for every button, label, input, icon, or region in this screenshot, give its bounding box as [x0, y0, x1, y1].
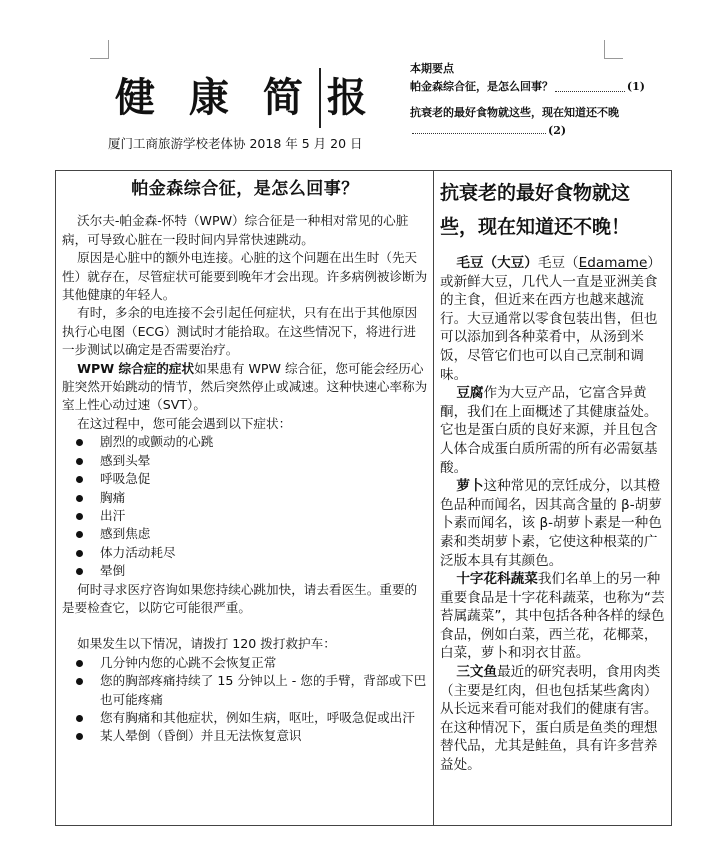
paragraph: 何时寻求医疗咨询如果您持续心跳加快，请去看医生。重要的是要检查它，以防它可能很严重。: [62, 581, 418, 615]
masthead-divider: [319, 68, 321, 128]
list-item: 几分钟内您的心跳不会恢复正常: [62, 654, 428, 672]
list-item: 您的胸部疼痛持续了 15 分钟以上 - 您的手臂，背部或下巴也可能疼痛: [62, 672, 428, 709]
bullet-icon: [76, 660, 83, 667]
emergency-list: [62, 654, 428, 746]
bullet-icon: [76, 550, 83, 557]
masthead-title: 健 康 简: [115, 74, 313, 121]
food-name: 毛豆（大豆）: [456, 255, 538, 271]
food-name: 萝卜: [456, 478, 484, 495]
subheading: WPW 综合症的症状: [77, 360, 195, 376]
bullet-icon: [76, 678, 83, 685]
paragraph-text: 如果患有 WPW 综合征，您可能会经历心脏突然开始跳动的情节，然后突然停止或减速。这种快速心率称为室上性心动过速（SVT）。: [62, 360, 428, 413]
paragraph: 毛豆（大豆）毛豆（Edamame）或新鲜大豆，几代人一直是亚洲美食的主食，但近来在西方也越来越流行。大豆通常以零食包装出售，但也可以添加到各种菜肴中，从汤到米饭，尽管它们也可以自己烹制和调味。: [440, 255, 661, 383]
bullet-icon: [76, 733, 83, 740]
paragraph: 萝卜这种常见的烹饪成分，以其橙色品种而闻名，因其高含量的 β-胡萝卜素而闻名，该 β-胡萝卜素是一种色素和类胡萝卜素，它使这种根菜的广泛版本具有其颜色。: [440, 478, 662, 569]
paragraph: 在这过程中，您可能会遇到以下症状：: [77, 415, 292, 431]
list-item: 感到头晕: [62, 452, 428, 470]
food-name: 豆腐: [456, 385, 484, 402]
bullet-icon: [76, 513, 83, 520]
toc-item-page: (1): [626, 80, 645, 93]
toc-item-text: 抗衰老的最好食物就这些，现在知道还不晚: [410, 106, 619, 119]
list-item: 您有胸痛和其他症状，例如生病，呕吐，呼吸急促或出汗: [62, 709, 428, 727]
issue-line: 厦门工商旅游学校老体协 2018 年 5 月 20 日: [108, 136, 363, 151]
list-item: 感到焦虑: [62, 525, 428, 543]
paragraph: 三文鱼最近的研究表明，食用肉类（主要是红肉，但也包括某些禽肉）从长远来看可能对我们的健康有害。在这种情况下，蛋白质是鱼类的理想替代品，尤其是鲑鱼，具有许多营养益处。: [440, 664, 661, 774]
column-divider: [433, 170, 434, 826]
masthead-title-end: 报: [326, 74, 367, 121]
list-item: 体力活动耗尽: [62, 544, 428, 562]
paragraph: 豆腐作为大豆产品，它富含异黄酮，我们在上面概述了其健康益处。它也是蛋白质的良好来源，并且包含人体合成蛋白质所需的所有必需氨基酸。: [440, 385, 658, 476]
bullet-icon: [76, 495, 83, 502]
bullet-icon: [76, 439, 83, 446]
paragraph: 有时，多余的电连接不会引起任何症状，只有在出于其他原因执行心电图（ECG）测试时才能拾取。在这些情况下，将进行进一步测试以确定是否需要治疗。: [62, 305, 418, 358]
bullet-icon: [76, 715, 83, 722]
food-name: 十字花科蔬菜: [456, 571, 538, 588]
paragraph: [62, 360, 428, 415]
list-item: 晕倒: [62, 562, 428, 580]
list-item: 某人晕倒（昏倒）并且无法恢复意识: [62, 727, 428, 745]
food-name: 三文鱼: [456, 664, 498, 681]
food-name-english: Edamame: [578, 255, 648, 271]
paragraph: 十字花科蔬菜我们名单上的另一种重要食品是十字花科蔬菜，也称为“芸苔属蔬菜”，其中包括各种各样的绿色食品，例如白菜，西兰花，花椰菜，白菜，萝卜和羽衣甘蓝。: [440, 571, 665, 662]
table-of-contents: [410, 60, 645, 140]
list-item: 胸痛: [62, 489, 428, 507]
bullet-icon: [76, 476, 83, 483]
masthead: [115, 68, 367, 128]
paragraph: 如果发生以下情况，请拨打 120 拨打救护车：: [77, 636, 336, 652]
toc-item-text: 帕金森综合征，是怎么回事？: [410, 80, 553, 93]
paragraph: 沃尔夫-帕金森-怀特（WPW）综合征是一种相对常见的心脏病，可导致心脏在一段时间内异常快速跳动。: [62, 213, 409, 247]
paragraph: 原因是心脏中的额外电连接。心脏的这个问题在出生时（先天性）就存在，尽管症状可能要到晚年才会出现。许多病例被诊断为其他健康的年轻人。: [62, 250, 428, 303]
article-anti-aging: [440, 172, 666, 775]
article-title: 抗衰老的最好食物就这些，现在知道还不晚！: [440, 182, 631, 238]
toc-item[interactable]: [410, 104, 645, 140]
symptom-list: [62, 433, 428, 580]
article-title: 帕金森综合征，是怎么回事？: [131, 179, 359, 199]
toc-item-page: (2): [548, 124, 567, 137]
bullet-icon: [76, 458, 83, 465]
bullet-icon: [76, 568, 83, 575]
toc-leader: [555, 91, 625, 92]
toc-leader: [412, 133, 546, 134]
bullet-icon: [76, 531, 83, 538]
list-item: 剧烈的或颤动的心跳: [62, 433, 428, 451]
toc-heading: 本期要点: [410, 62, 454, 75]
list-item: 呼吸急促: [62, 470, 428, 488]
crop-mark-top-right: [604, 40, 623, 59]
toc-item[interactable]: [410, 78, 645, 96]
list-item: 出汗: [62, 507, 428, 525]
article-parkinson: [62, 172, 428, 746]
crop-mark-top-left: [90, 40, 109, 59]
